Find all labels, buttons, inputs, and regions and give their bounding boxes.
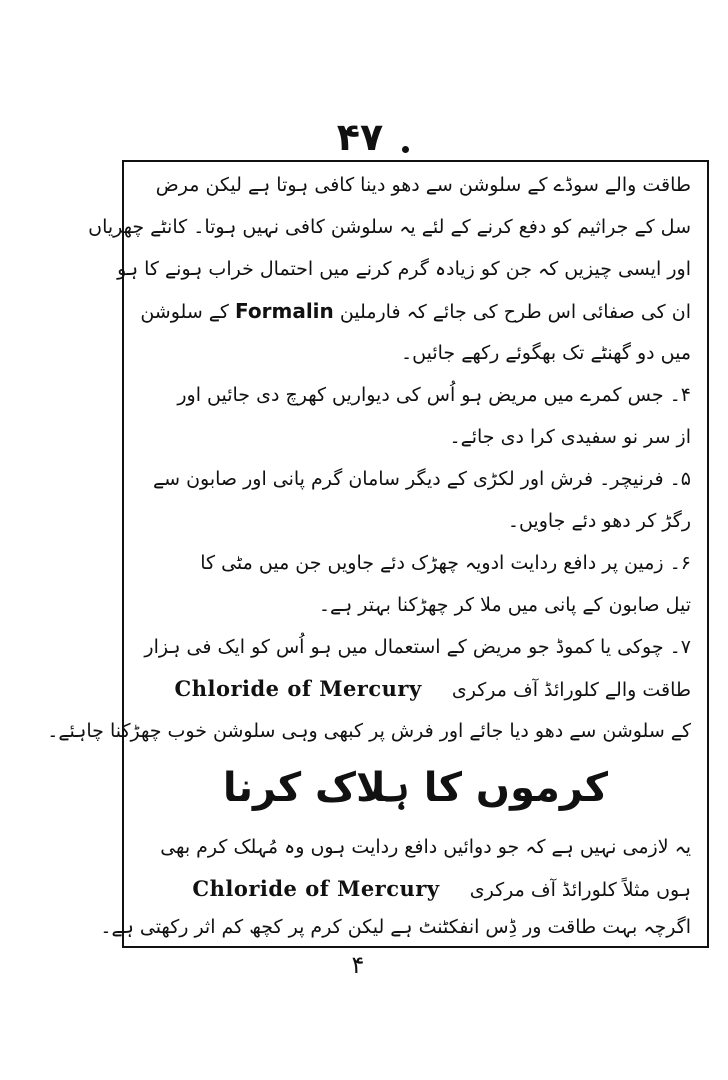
page-number: ۴۷: [336, 115, 384, 159]
body-line-1: طاقت والے سوڈے کے سلوشن سے دھو دینا کافی ہوتا ہے لیکن مرض: [155, 174, 691, 196]
body-line-8: ۵۔ فرنیچر۔ فرش اور لکڑی کے دیگر سامان گرم پانی اور صابون سے: [152, 468, 691, 490]
body-line-4-start: ان کی صفائی اس طرح کی جائے کہ فارملین: [339, 301, 691, 323]
body-line-9: رگڑ کر دھو دئے جاویں۔: [507, 510, 691, 532]
section-line-2-urdu: ہوں مثلاً کلورائڈ آف مرکری: [469, 879, 691, 901]
body-line-2: سل کے جراثیم کو دفع کرنے کے لئے یہ سلوشن کافی نہیں ہوتا۔ کانٹے چھریاں: [88, 216, 691, 238]
mercury-term-2: Chloride of Mercury: [192, 876, 440, 901]
section-heading: کرموں کا ہلاک کرنا: [222, 765, 609, 811]
body-line-5: میں دو گھنٹے تک بھگوئے رکھے جائیں۔: [401, 342, 691, 364]
body-line-13-urdu: طاقت والے کلورائڈ آف مرکری: [451, 679, 691, 701]
mercury-term-1: Chloride of Mercury: [174, 676, 422, 701]
body-line-11: تیل صابون کے پانی میں ملا کر چھڑکنا بہتر ہے۔: [318, 594, 691, 616]
formalin-term: Formalin: [235, 299, 334, 323]
text-frame: [47, 160, 709, 948]
body-line-4-end: کے سلوشن: [140, 301, 229, 323]
body-line-12: ۷۔ چوکی یا کموڈ جو مریض کے استعمال میں ہو اُس کو ایک فی ہزار: [144, 636, 691, 658]
body-line-3: اور ایسی چیزیں کہ جن کو زیادہ گرم کرنے میں احتمال خراب ہونے کا ہو: [117, 258, 691, 280]
body-line-14: کے سلوشن سے دھو دیا جائے اور فرش پر کبھی وہی سلوشن خوب چھڑکنا چاہئے۔: [47, 720, 691, 742]
body-line-10: ۶۔ زمین پر دافع ردایت ادویہ چھڑک دئے جاویں جن میں مٹی کا: [200, 552, 691, 574]
page-number-dot: [402, 146, 409, 153]
section-line-1: یہ لازمی نہیں ہے کہ جو دوائیں دافع ردایت ہوں وہ مُہلک کرم بھی: [160, 836, 691, 858]
body-line-4: [130, 296, 691, 326]
body-line-13: [130, 674, 691, 704]
body-line-6: ۴۔ جس کمرے میں مریض ہو اُس کی دیواریں کھرچ دی جائیں اور: [177, 384, 691, 406]
footer-page-marker: ۴: [351, 951, 365, 979]
section-line-2: [130, 874, 691, 904]
body-line-7: از سر نو سفیدی کرا دی جائے۔: [449, 426, 691, 448]
section-line-3: اگرچہ بہت طاقت ور ڈِس انفکٹنٹ ہے لیکن کرم پر کچھ کم اثر رکھتی ہے۔: [100, 916, 691, 938]
